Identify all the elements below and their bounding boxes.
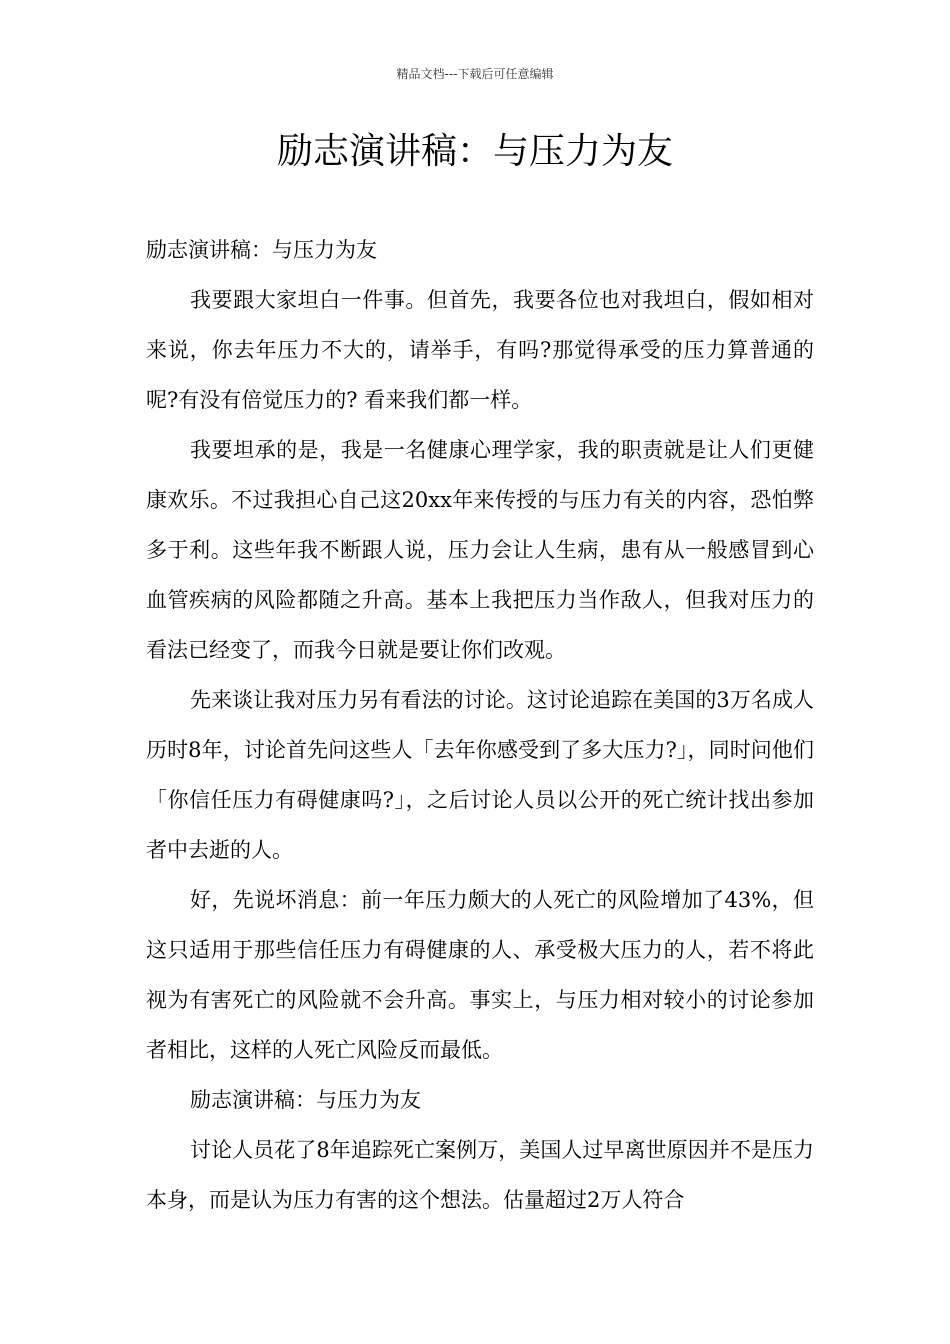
- subtitle-paragraph: 励志演讲稿：与压力为友: [146, 238, 377, 262]
- body-paragraph: 我要坦承的是，我是一名健康心理学家，我的职责就是让人们更健康欢乐。不过我担心自己这20xx年来传授的与压力有关的内容，恐怕弊多于利。这些年我不断跟人说，压力会让人生病，患有从一般感冒到心血管疾病的风险都随之升高。基本上我把压力当作敌人，但我对压力的看法已经变了，而我今日就是要让你们改观。: [146, 438, 814, 662]
- body-paragraph: 我要跟大家坦白一件事。但首先，我要各位也对我坦白，假如相对来说，你去年压力不大的，请举手，有吗?那觉得承受的压力算普通的呢?有没有倍觉压力的? 看来我们都一样。: [146, 288, 814, 412]
- section-heading-paragraph: 励志演讲稿：与压力为友: [190, 1088, 421, 1112]
- header-note: 精品文档---下载后可任意编辑: [396, 67, 554, 81]
- page-title: 励志演讲稿：与压力为友: [276, 131, 673, 172]
- body-paragraph: 好，先说坏消息：前一年压力颇大的人死亡的风险增加了43%，但这只适用于那些信任压力有碍健康的人、承受极大压力的人，若不将此视为有害死亡的风险就不会升高。事实上，与压力相对较小的讨论参加者相比，这样的人死亡风险反而最低。: [146, 888, 814, 1062]
- body-paragraph: 讨论人员花了8年追踪死亡案例万，美国人过早离世原因并不是压力本身，而是认为压力有害的这个想法。估量超过2万人符合: [146, 1138, 814, 1212]
- document-body: [146, 225, 814, 1225]
- body-paragraph: 先来谈让我对压力另有看法的讨论。这讨论追踪在美国的3万名成人历时8年，讨论首先问这些人「去年你感受到了多大压力?」，同时问他们「你信任压力有碍健康吗?」，之后讨论人员以公开的死亡统计找出参加者中去逝的人。: [146, 688, 814, 862]
